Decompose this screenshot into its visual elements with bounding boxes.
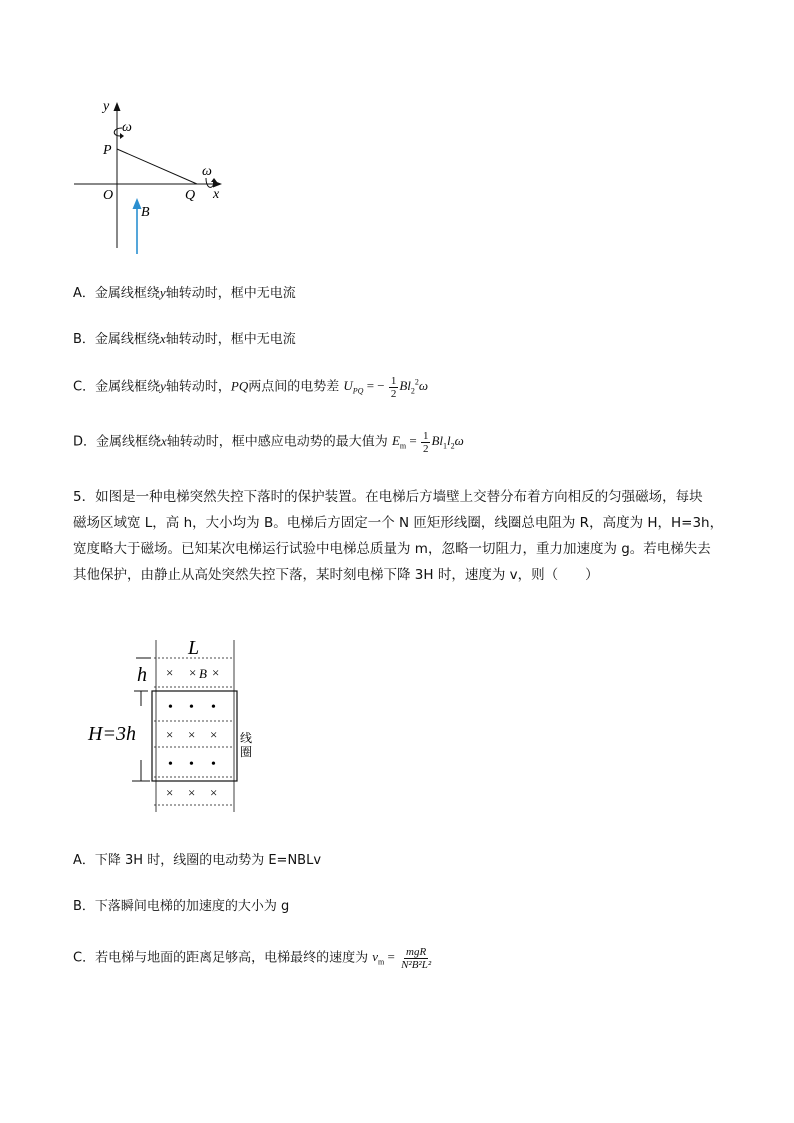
q5-option-b-text: B．下落瞬间电梯的加速度的大小为 g: [73, 899, 290, 914]
q4-option-a-text: A．金属线框绕: [73, 286, 160, 301]
rotation-arrow-x: [206, 178, 214, 187]
coil-label-2: 圈: [240, 745, 253, 759]
point-p-label: P: [103, 143, 112, 158]
formula-u-sub: PQ: [352, 386, 364, 396]
fraction-den: N²B²L²: [401, 959, 432, 971]
y-axis-arrow: [114, 102, 121, 111]
cross-symbol: ×: [210, 785, 218, 800]
formula-e-sub: m: [399, 442, 407, 452]
elevator-coil-figure: [84, 630, 274, 820]
q4-option-d-text: D．金属线框绕: [73, 434, 162, 450]
formula-bl: Bl: [399, 378, 411, 394]
fraction-num: mgR: [406, 946, 427, 958]
dot-symbol: •: [211, 700, 216, 715]
cross-symbol: ×: [166, 785, 174, 800]
formula-l2: l: [447, 433, 451, 449]
label-l: L: [188, 637, 200, 659]
cross-symbol: ×: [188, 785, 196, 800]
origin-label: O: [103, 188, 114, 203]
label-h: h: [137, 664, 147, 686]
cross-symbol: ×: [212, 665, 220, 680]
cross-symbol: ×: [166, 665, 174, 680]
q4-option-a-tail: 轴转动时，框中无电流: [165, 286, 296, 301]
formula-v: v: [372, 949, 378, 965]
omega-label-right: ω: [202, 164, 212, 179]
q4-option-d: [73, 430, 464, 456]
fraction-num: 1: [422, 430, 429, 442]
q4-option-c-text: C．金属线框绕: [73, 379, 161, 395]
fraction-den: 2: [422, 443, 429, 455]
dot-symbol: •: [211, 757, 216, 772]
q4-option-b-text: B．金属线框绕: [73, 332, 160, 347]
formula-sign: = −: [366, 378, 385, 394]
cross-symbol: ×: [210, 727, 218, 742]
q4-option-c-mid: 轴转动时，: [165, 379, 231, 395]
q4-option-c-var: y: [160, 378, 166, 394]
formula-e: E: [391, 433, 400, 449]
omega-label-top: ω: [122, 120, 132, 135]
q5-option-b: [73, 898, 289, 916]
q5-option-c-formula: [372, 946, 434, 971]
formula-bl: Bl: [431, 433, 444, 449]
q5-stem-line-3: 宽度略大于磁场。已知某次电梯运行试验中电梯总质量为 m，忽略一切阻力，重力加速度为 g。若电梯失去: [73, 541, 711, 557]
q5-stem-line-4: 其他保护，由静止从高处突然失控下落，某时刻电梯下降 3H 时，速度为 v，则（ ）: [73, 567, 599, 583]
q4-option-c-pq: PQ: [230, 378, 249, 394]
q4-option-c: [73, 374, 428, 401]
q4-option-a: [73, 284, 296, 303]
point-q-label: Q: [185, 188, 196, 203]
dot-symbol: •: [189, 757, 194, 772]
y-axis-label: y: [103, 99, 110, 114]
q5-stem-line-2: 磁场区域宽 L，高 h，大小均为 B。电梯后方固定一个 N 匝矩形线圈，线圈总电阻为 R，高度为 H，H=3h，: [73, 515, 724, 531]
label-b: B: [199, 666, 207, 681]
q4-option-b-tail: 轴转动时，框中无电流: [165, 332, 296, 347]
dot-symbol: •: [168, 757, 173, 772]
dot-symbol: •: [189, 700, 194, 715]
q5-option-a-text: A．下降 3H 时，线圈的电动势为 E=NBLv: [73, 853, 322, 868]
cross-symbol: ×: [189, 665, 197, 680]
q5-option-c: [73, 946, 434, 972]
fraction-half: [389, 375, 399, 400]
q4-option-b-var: x: [159, 331, 166, 346]
q4-option-c-tail: 两点间的电势差: [248, 379, 340, 395]
b-field-label: B: [141, 205, 150, 220]
formula-l2-sub: 2: [450, 442, 455, 452]
formula-omega: ω: [454, 433, 464, 449]
formula-v-sub: m: [378, 958, 385, 968]
rotating-frame-figure: [70, 98, 240, 258]
fraction-terminal-velocity: [399, 946, 433, 971]
q4-option-d-var: x: [161, 433, 167, 449]
pq-segment: [117, 149, 197, 184]
q5-stem-line-1: 5．如图是一种电梯突然失控下落时的保护装置。在电梯后方墙壁上交替分布着方向相反的匀强磁场，每块: [73, 489, 703, 505]
q4-option-a-var: y: [159, 285, 166, 300]
dot-symbol: •: [168, 700, 173, 715]
cross-symbol: ×: [188, 727, 196, 742]
q5-option-a: [73, 852, 321, 870]
x-axis-label: x: [213, 187, 220, 202]
rotation-arrowhead-x: [211, 178, 217, 182]
coil-label-1: 线: [240, 731, 253, 745]
formula-u: U: [343, 378, 353, 394]
fraction-num: 1: [390, 374, 397, 387]
label-big-h: H=3h: [88, 723, 136, 745]
fraction-den: 2: [390, 387, 397, 400]
q4-option-d-tail: 轴转动时，框中感应电动势的最大值为: [166, 434, 388, 450]
q5-option-c-text: C．若电梯与地面的距离足够高，电梯最终的速度为: [73, 950, 369, 966]
q4-option-c-formula: [343, 374, 429, 400]
formula-omega: ω: [418, 378, 429, 394]
q5-stem: [73, 484, 733, 588]
formula-l-sub: 2: [410, 386, 415, 396]
q4-option-b: [73, 330, 296, 349]
fraction-half: [421, 430, 431, 455]
formula-l-sup: 2: [414, 378, 419, 387]
q4-option-d-formula: [391, 430, 464, 455]
formula-eq: =: [387, 949, 395, 965]
cross-symbol: ×: [166, 727, 174, 742]
formula-l1-sub: 1: [443, 442, 448, 452]
formula-eq: =: [409, 433, 417, 449]
